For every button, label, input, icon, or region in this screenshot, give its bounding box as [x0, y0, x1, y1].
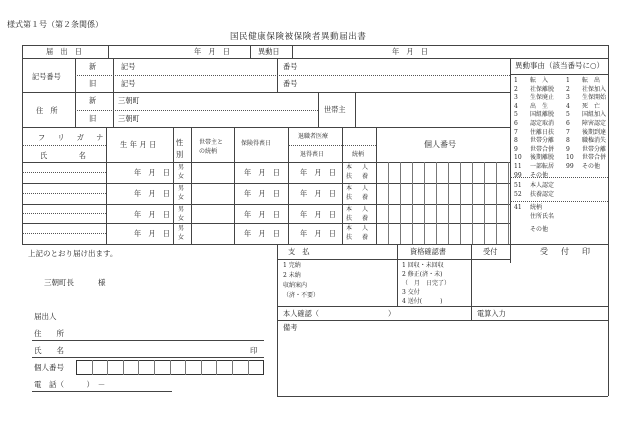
- reason-right-no: 8: [566, 137, 570, 145]
- reason-right-item[interactable]: 世帯合併: [582, 154, 607, 162]
- reason-lower-item[interactable]: 本人認定: [530, 182, 555, 189]
- reason-lower-no: 51: [514, 182, 522, 189]
- gender-male[interactable]: 男: [178, 185, 185, 192]
- reason-right-no: 4: [566, 102, 570, 110]
- mayor-honorific: 様: [98, 278, 106, 287]
- dependent-mark[interactable]: 扶養: [346, 194, 379, 201]
- form-title: 国民健康保険被保険者異動届出書: [230, 32, 367, 42]
- dependent-mark[interactable]: 扶養: [346, 215, 379, 222]
- reason-lower-no: 41: [514, 204, 522, 211]
- col-relation: 世帯主との続柄: [199, 139, 224, 155]
- symbol-new-label: 新: [89, 62, 97, 71]
- reason-right-no: 6: [566, 120, 570, 127]
- reason-title: 異動事由（該当番号に○）: [515, 61, 605, 70]
- identity-check-label: 本人確認（: [283, 309, 319, 318]
- qualification-item[interactable]: 3 交付: [402, 289, 420, 296]
- gender-female[interactable]: 女: [178, 173, 185, 180]
- symbol-number-label: 記号番号: [32, 72, 61, 81]
- reason-left-item[interactable]: 生保廃止: [530, 94, 555, 102]
- change-date-ymd: 年 月 日: [392, 47, 428, 56]
- seal-mark: 印: [250, 346, 258, 355]
- reason-right-no: 7: [566, 128, 570, 136]
- col-name: 氏 名: [40, 151, 89, 160]
- row-birthdate[interactable]: 年 月 日: [134, 210, 170, 219]
- filer-address-label: 住 所: [34, 329, 64, 338]
- filing-date-label: 届 出 日: [46, 47, 82, 56]
- reason-right-no: 99: [566, 163, 574, 170]
- row-birthdate[interactable]: 年 月 日: [134, 168, 170, 177]
- symbol-old-label: 旧: [89, 79, 97, 88]
- identity-check-close: ）: [388, 309, 396, 318]
- reason-left-no: 4: [514, 102, 518, 110]
- computer-input-label: 電算入力: [477, 309, 506, 318]
- filing-date-ymd: 年 月 日: [194, 47, 230, 56]
- number-field-old[interactable]: 番号: [283, 79, 298, 88]
- reason-left-no: 3: [514, 94, 518, 102]
- row-acquired-date[interactable]: 年 月 日: [244, 189, 280, 198]
- reason-right-item[interactable]: 転 出: [582, 77, 601, 84]
- reason-left-item[interactable]: 世帯分離: [530, 137, 555, 145]
- row-retiree-date[interactable]: 年 月 日: [300, 229, 336, 238]
- reason-right-no: 5: [566, 111, 570, 119]
- householder-label: 世帯主: [324, 105, 346, 114]
- reason-right-no: 9: [566, 145, 570, 153]
- dependent-mark[interactable]: 扶養: [346, 173, 379, 180]
- dependent-mark[interactable]: 扶養: [346, 234, 379, 241]
- row-birthdate[interactable]: 年 月 日: [134, 229, 170, 238]
- reason-left-item[interactable]: 出 生: [530, 102, 549, 110]
- address-old-town[interactable]: 三朝町: [118, 114, 140, 123]
- address-label: 住 所: [36, 106, 58, 115]
- address-new-town[interactable]: 三朝町: [118, 96, 140, 105]
- gender-male[interactable]: 男: [178, 164, 185, 171]
- payment-item[interactable]: 1 完納: [283, 262, 301, 269]
- reason-lower-item[interactable]: その他: [530, 226, 549, 233]
- row-acquired-date[interactable]: 年 月 日: [244, 168, 280, 177]
- address-new-label: 新: [89, 96, 97, 105]
- payment-item[interactable]: （済・不要）: [283, 292, 320, 299]
- row-retiree-date[interactable]: 年 月 日: [300, 189, 336, 198]
- reason-right-item[interactable]: 国組加入: [582, 111, 607, 119]
- qualification-item[interactable]: 1 回収・未回収: [402, 262, 444, 269]
- reason-left-no: 6: [514, 120, 518, 127]
- reason-left-no: 99: [514, 171, 522, 179]
- reason-right-item[interactable]: 世帯分離: [582, 145, 607, 153]
- row-birthdate[interactable]: 年 月 日: [134, 189, 170, 198]
- gender-female[interactable]: 女: [178, 194, 185, 201]
- symbol-field-old[interactable]: 記号: [121, 79, 136, 88]
- reason-left-item[interactable]: 社保離脱: [530, 85, 555, 93]
- principal-mark[interactable]: 本人: [346, 225, 379, 232]
- reason-right-no: 3: [566, 94, 570, 102]
- address-old-label: 旧: [89, 114, 97, 123]
- reason-left-item[interactable]: 一部転居: [530, 163, 555, 170]
- reception-stamp: 受 付 印: [540, 247, 593, 256]
- reason-right-no: 10: [566, 154, 574, 162]
- col-gender: 性別: [176, 138, 184, 159]
- gender-male[interactable]: 男: [178, 206, 185, 213]
- reason-left-item[interactable]: 世帯合併: [530, 145, 555, 153]
- mayor-label: 三朝町長: [44, 278, 74, 287]
- gender-female[interactable]: 女: [178, 215, 185, 222]
- gender-female[interactable]: 女: [178, 234, 185, 241]
- reason-left-no: 1: [514, 77, 518, 84]
- reason-left-no: 10: [514, 154, 522, 162]
- reason-right-item[interactable]: 障害認定: [582, 120, 607, 127]
- reason-lower-item[interactable]: 扶養認定: [530, 191, 555, 198]
- reason-lower-item[interactable]: 続柄: [530, 204, 543, 211]
- filer-label: 届出人: [34, 312, 57, 321]
- col-personal-number: 個人番号: [424, 140, 456, 149]
- change-date-label: 異動日: [258, 47, 280, 56]
- principal-mark[interactable]: 本人: [346, 206, 379, 213]
- payment-item[interactable]: 2 未納: [283, 272, 301, 279]
- reason-left-item[interactable]: 認定取消: [530, 120, 555, 127]
- reason-left-no: 9: [514, 145, 518, 153]
- reason-left-no: 2: [514, 85, 518, 93]
- reason-left-no: 7: [514, 128, 518, 136]
- reason-left-no: 8: [514, 137, 518, 145]
- row-acquired-date[interactable]: 年 月 日: [244, 210, 280, 219]
- row-retiree-date[interactable]: 年 月 日: [300, 168, 336, 177]
- reason-left-item[interactable]: 国組離脱: [530, 111, 555, 119]
- reason-left-item[interactable]: 後期離脱: [530, 154, 555, 162]
- remarks-label: 備考: [283, 323, 298, 332]
- reason-lower-item[interactable]: 住所氏名: [530, 213, 555, 220]
- row-acquired-date[interactable]: 年 月 日: [244, 229, 280, 238]
- payment-item[interactable]: 収納案内: [283, 282, 308, 289]
- col-retiree-date: 退得喪日: [300, 151, 325, 158]
- payment-title: 支 払: [288, 247, 310, 256]
- reason-right-item[interactable]: 後期到達: [582, 128, 607, 136]
- col-acquired-date: 保険得喪日: [241, 140, 272, 147]
- principal-mark[interactable]: 本人: [346, 164, 379, 171]
- qualification-item[interactable]: （ 月 日完了）: [402, 280, 451, 287]
- reason-left-no: 11: [514, 163, 522, 170]
- qualification-item[interactable]: 4 送付( ): [402, 298, 443, 305]
- col-retiree-relation: 続柄: [352, 151, 365, 158]
- reason-right-item[interactable]: 死 亡: [582, 102, 601, 110]
- col-retiree: 退職者医療: [298, 133, 329, 140]
- reason-lower-no: 52: [514, 191, 522, 198]
- reason-left-item[interactable]: 住離日扶: [530, 128, 555, 136]
- form-number: 様式第１号（第２条関係）: [7, 20, 103, 29]
- row-retiree-date[interactable]: 年 月 日: [300, 210, 336, 219]
- reason-right-no: 1: [566, 77, 570, 84]
- reason-right-item[interactable]: 職権消失: [582, 137, 607, 145]
- filer-personal-number-label: 個人番号: [34, 363, 64, 372]
- filer-name-label: 氏 名: [34, 346, 64, 355]
- reason-right-no: 2: [566, 85, 570, 93]
- qualification-item[interactable]: 2 修正(済・未): [402, 271, 443, 278]
- reason-left-item[interactable]: その他: [530, 171, 549, 179]
- symbol-field-new[interactable]: 記号: [121, 62, 136, 71]
- reason-right-item[interactable]: その他: [582, 163, 601, 170]
- declaration-text: 上記のとおり届け出ます。: [28, 249, 118, 258]
- reason-right-item[interactable]: 生保開始: [582, 94, 607, 102]
- reason-right-item[interactable]: 社保加入: [582, 85, 607, 93]
- principal-mark[interactable]: 本人: [346, 185, 379, 192]
- col-birthdate: 生年月日: [120, 140, 159, 149]
- number-field-new[interactable]: 番号: [283, 62, 298, 71]
- gender-male[interactable]: 男: [178, 225, 185, 232]
- reception-label: 受付: [483, 247, 498, 256]
- reason-left-no: 5: [514, 111, 518, 119]
- col-furigana: フ リ ガ ナ: [38, 133, 106, 142]
- filer-phone[interactable]: 電 話（ ） －: [34, 380, 106, 389]
- reason-left-item[interactable]: 転 入: [530, 77, 549, 84]
- qualification-title: 資格確認書: [410, 247, 446, 256]
